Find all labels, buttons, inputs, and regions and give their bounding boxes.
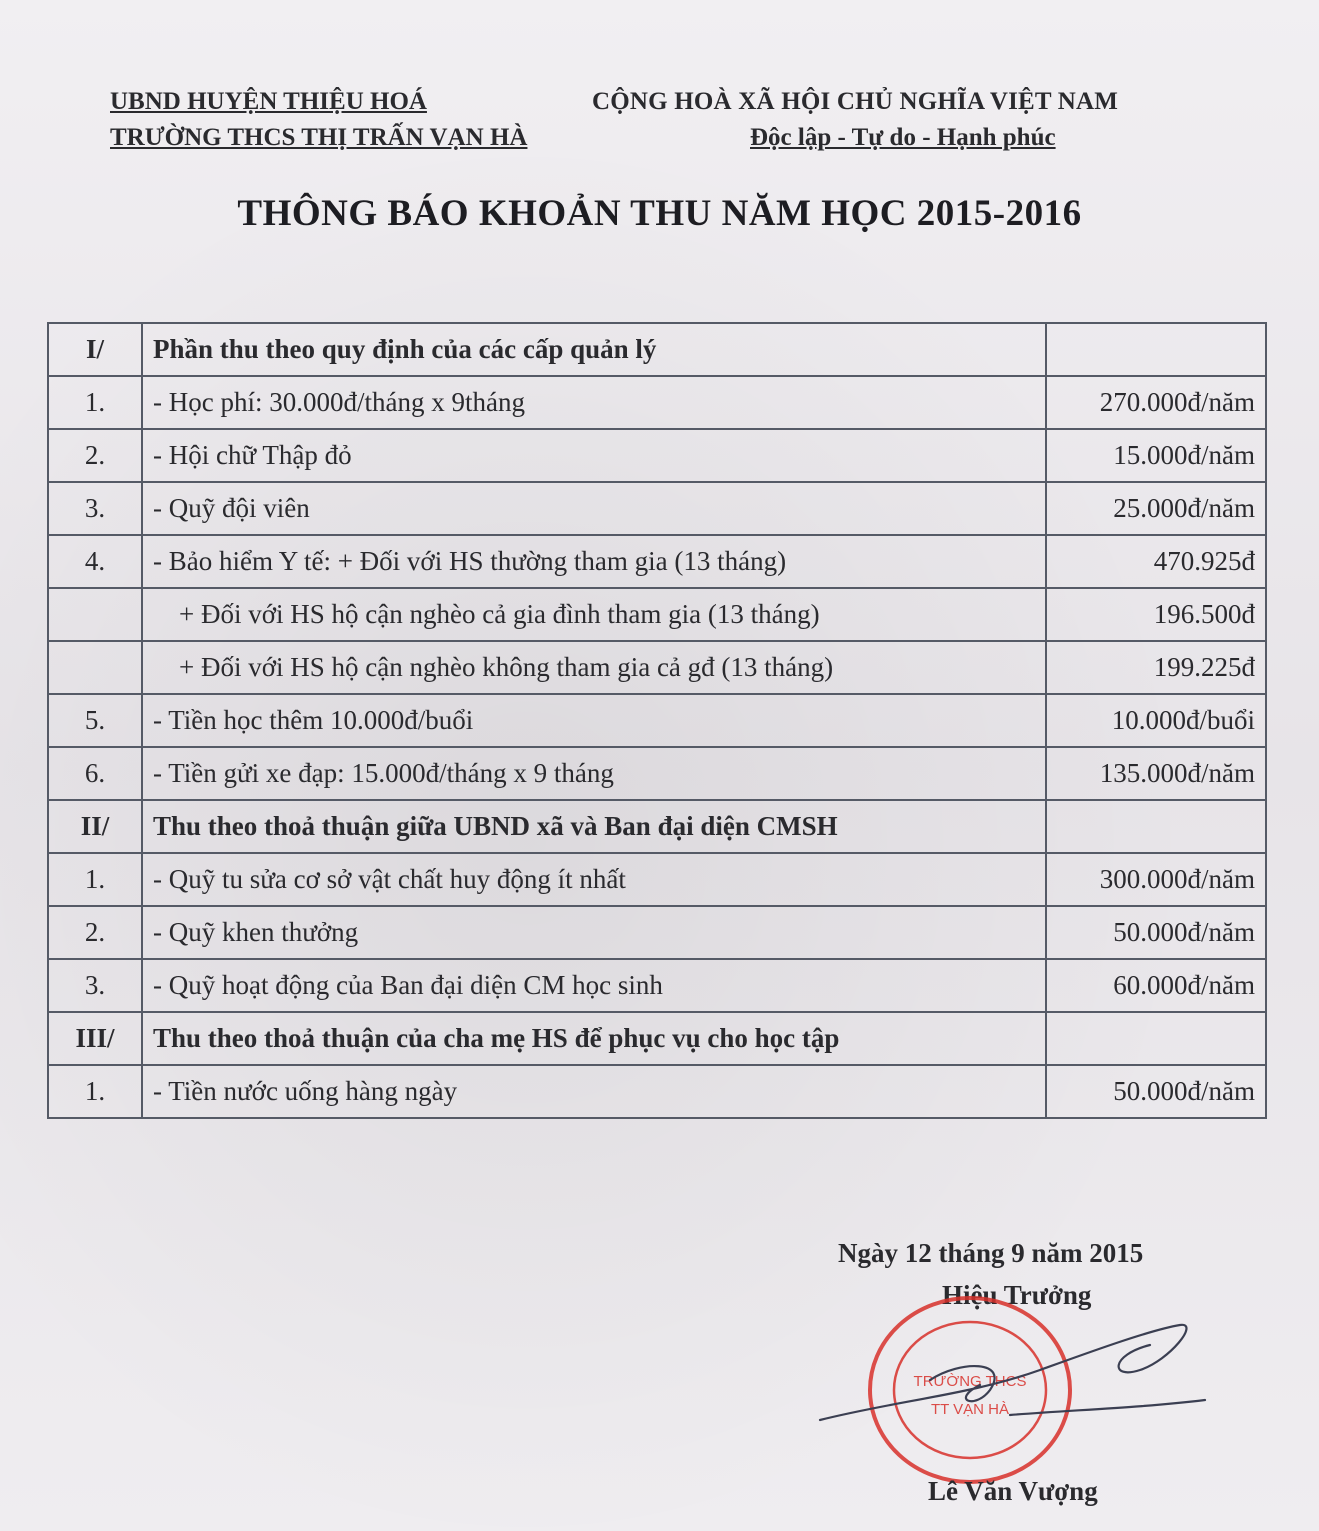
row-description: - Quỹ tu sửa cơ sở vật chất huy động ít nhất	[142, 853, 1046, 906]
signer-title: Hiệu Trưởng	[942, 1280, 1092, 1310]
row-number: 1.	[48, 376, 142, 429]
row-description: + Đối với HS hộ cận nghèo cả gia đình tham gia (13 tháng)	[142, 588, 1046, 641]
row-description: - Học phí: 30.000đ/tháng x 9tháng	[142, 376, 1046, 429]
row-number	[48, 641, 142, 694]
row-number: 2.	[48, 429, 142, 482]
row-description: Thu theo thoả thuận của cha mẹ HS để phục vụ cho học tập	[142, 1012, 1046, 1065]
row-amount: 270.000đ/năm	[1046, 376, 1266, 429]
row-number: I/	[48, 323, 142, 376]
signer-name: Lê Văn Vượng	[928, 1476, 1098, 1506]
row-amount: 10.000đ/buổi	[1046, 694, 1266, 747]
national-heading	[592, 84, 1118, 156]
row-description: - Tiền gửi xe đạp: 15.000đ/tháng x 9 tháng	[142, 747, 1046, 800]
row-amount: 60.000đ/năm	[1046, 959, 1266, 1012]
handwritten-signature	[810, 1300, 1210, 1460]
row-amount: 135.000đ/năm	[1046, 747, 1266, 800]
row-amount: 25.000đ/năm	[1046, 482, 1266, 535]
row-amount: 15.000đ/năm	[1046, 429, 1266, 482]
table-row	[48, 641, 1266, 694]
row-amount: 50.000đ/năm	[1046, 906, 1266, 959]
row-description: - Tiền học thêm 10.000đ/buổi	[142, 694, 1046, 747]
table-row	[48, 959, 1266, 1012]
row-number: 2.	[48, 906, 142, 959]
row-description: Phần thu theo quy định của các cấp quản lý	[142, 323, 1046, 376]
row-description: - Hội chữ Thập đỏ	[142, 429, 1046, 482]
country-name: CỘNG HOÀ XÃ HỘI CHỦ NGHĨA VIỆT NAM	[592, 88, 1119, 115]
row-amount	[1046, 323, 1266, 376]
fee-table	[47, 322, 1267, 1119]
row-amount: 300.000đ/năm	[1046, 853, 1266, 906]
row-description: + Đối với HS hộ cận nghèo không tham gia cả gđ (13 tháng)	[142, 641, 1046, 694]
table-row	[48, 853, 1266, 906]
table-row	[48, 535, 1266, 588]
row-amount	[1046, 800, 1266, 853]
table-row	[48, 429, 1266, 482]
row-number: 3.	[48, 959, 142, 1012]
national-motto: Độc lập - Tự do - Hạnh phúc	[750, 124, 1056, 151]
row-number: 3.	[48, 482, 142, 535]
row-number: 1.	[48, 1065, 142, 1118]
row-description: - Quỹ hoạt động của Ban đại diện CM học sinh	[142, 959, 1046, 1012]
row-number: II/	[48, 800, 142, 853]
table-row	[48, 588, 1266, 641]
row-number: III/	[48, 1012, 142, 1065]
table-row	[48, 482, 1266, 535]
row-number: 1.	[48, 853, 142, 906]
section-row	[48, 800, 1266, 853]
row-number: 5.	[48, 694, 142, 747]
row-description: Thu theo thoả thuận giữa UBND xã và Ban đại diện CMSH	[142, 800, 1046, 853]
issue-date: Ngày 12 tháng 9 năm 2015	[838, 1238, 1144, 1268]
issuing-authority	[110, 84, 527, 156]
row-number: 6.	[48, 747, 142, 800]
row-amount: 199.225đ	[1046, 641, 1266, 694]
section-row	[48, 1012, 1266, 1065]
row-description: - Bảo hiểm Y tế: + Đối với HS thường tham gia (13 tháng)	[142, 535, 1046, 588]
row-number	[48, 588, 142, 641]
row-description: - Tiền nước uống hàng ngày	[142, 1065, 1046, 1118]
svg-text:TRƯỜNG THCS: TRƯỜNG THCS	[913, 1373, 1027, 1390]
svg-text:TT VẠN HÀ: TT VẠN HÀ	[930, 1401, 1010, 1418]
table-row	[48, 376, 1266, 429]
row-description: - Quỹ đội viên	[142, 482, 1046, 535]
table-row	[48, 694, 1266, 747]
row-description: - Quỹ khen thưởng	[142, 906, 1046, 959]
district-committee: UBND HUYỆN THIỆU HOÁ	[110, 88, 427, 115]
school-name: TRƯỜNG THCS THỊ TRẤN VẠN HÀ	[110, 124, 528, 151]
document-title: THÔNG BÁO KHOẢN THU NĂM HỌC 2015-2016	[237, 193, 1082, 234]
row-amount: 196.500đ	[1046, 588, 1266, 641]
row-amount	[1046, 1012, 1266, 1065]
table-row	[48, 906, 1266, 959]
table-row	[48, 747, 1266, 800]
section-row	[48, 323, 1266, 376]
row-amount: 50.000đ/năm	[1046, 1065, 1266, 1118]
row-number: 4.	[48, 535, 142, 588]
row-amount: 470.925đ	[1046, 535, 1266, 588]
fee-table-body	[48, 323, 1266, 1118]
table-row	[48, 1065, 1266, 1118]
